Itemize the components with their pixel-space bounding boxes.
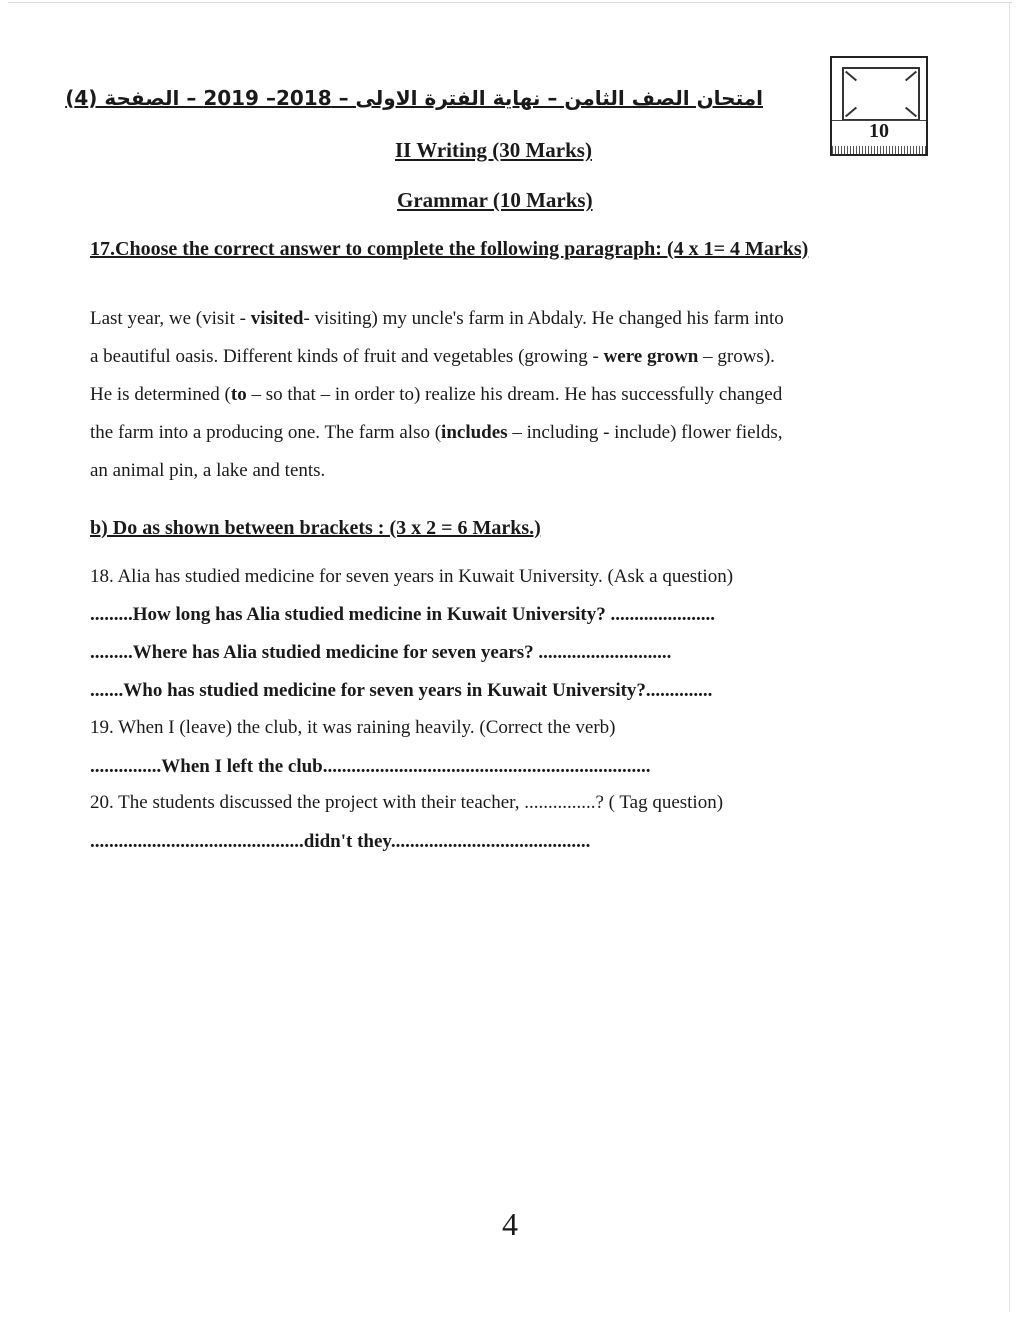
text: a beautiful oasis. Different kinds of fruit and vegetables (growing - xyxy=(90,346,604,367)
arabic-exam-title: امتحان الصف الثامن – نهاية الفترة الاولى – 2018– 2019 – الصفحة (4) xyxy=(65,86,763,110)
page-edge-right xyxy=(1009,2,1010,1312)
answer-19: ...............When I left the club..................................................................... xyxy=(90,756,651,777)
answer-visited: visited xyxy=(250,308,304,329)
partb-heading: b) Do as shown between brackets : (3 x 2 = 6 Marks.) xyxy=(90,517,541,539)
paragraph-line xyxy=(90,338,920,376)
score-hatch xyxy=(832,146,926,154)
text: – including - include) flower fields, xyxy=(507,422,783,443)
text: Last year, we (visit - xyxy=(90,308,251,329)
paragraph-line xyxy=(90,414,920,452)
score-frame xyxy=(842,67,920,121)
q17-paragraph xyxy=(90,300,920,490)
question-19: 19. When I (leave) the club, it was raining heavily. (Correct the verb) xyxy=(90,717,616,738)
answer-18-2: .........Where has Alia studied medicine for seven years? ............................ xyxy=(90,642,672,663)
score-box xyxy=(830,56,928,156)
q17-heading: 17.Choose the correct answer to complete the following paragraph: (4 x 1= 4 Marks) xyxy=(90,238,809,260)
text: He is determined ( xyxy=(90,384,231,405)
text: an animal pin, a lake and tents. xyxy=(90,460,326,481)
score-value: 10 xyxy=(869,120,889,142)
text: the farm into a producing one. The farm also ( xyxy=(90,422,442,443)
paragraph-line xyxy=(90,300,920,338)
section-title: II Writing (30 Marks) xyxy=(395,138,592,162)
paragraph-line xyxy=(90,452,920,490)
paragraph-line xyxy=(90,376,920,414)
answer-18-3: .......Who has studied medicine for seven years in Kuwait University?.............. xyxy=(90,680,713,701)
text: – so that – in order to) realize his dream. He has successfully changed xyxy=(246,384,783,405)
question-20: 20. The students discussed the project with their teacher, ...............? ( Tag question) xyxy=(90,792,724,813)
answer-to: to xyxy=(230,384,247,405)
answer-were-grown: were grown xyxy=(603,346,699,367)
page-number: 4 xyxy=(502,1206,518,1242)
text: - visiting) my uncle's farm in Abdaly. He changed his farm into xyxy=(303,308,784,329)
text: – grows). xyxy=(698,346,775,367)
section-subtitle: Grammar (10 Marks) xyxy=(397,188,593,212)
answer-includes: includes xyxy=(441,422,508,443)
answer-20: .............................................didn't they.......................................... xyxy=(90,831,591,852)
question-18: 18. Alia has studied medicine for seven years in Kuwait University. (Ask a question) xyxy=(90,566,734,587)
answer-18-1: .........How long has Alia studied medicine in Kuwait University? ...................... xyxy=(90,604,715,625)
page-edge-top xyxy=(8,2,1012,3)
